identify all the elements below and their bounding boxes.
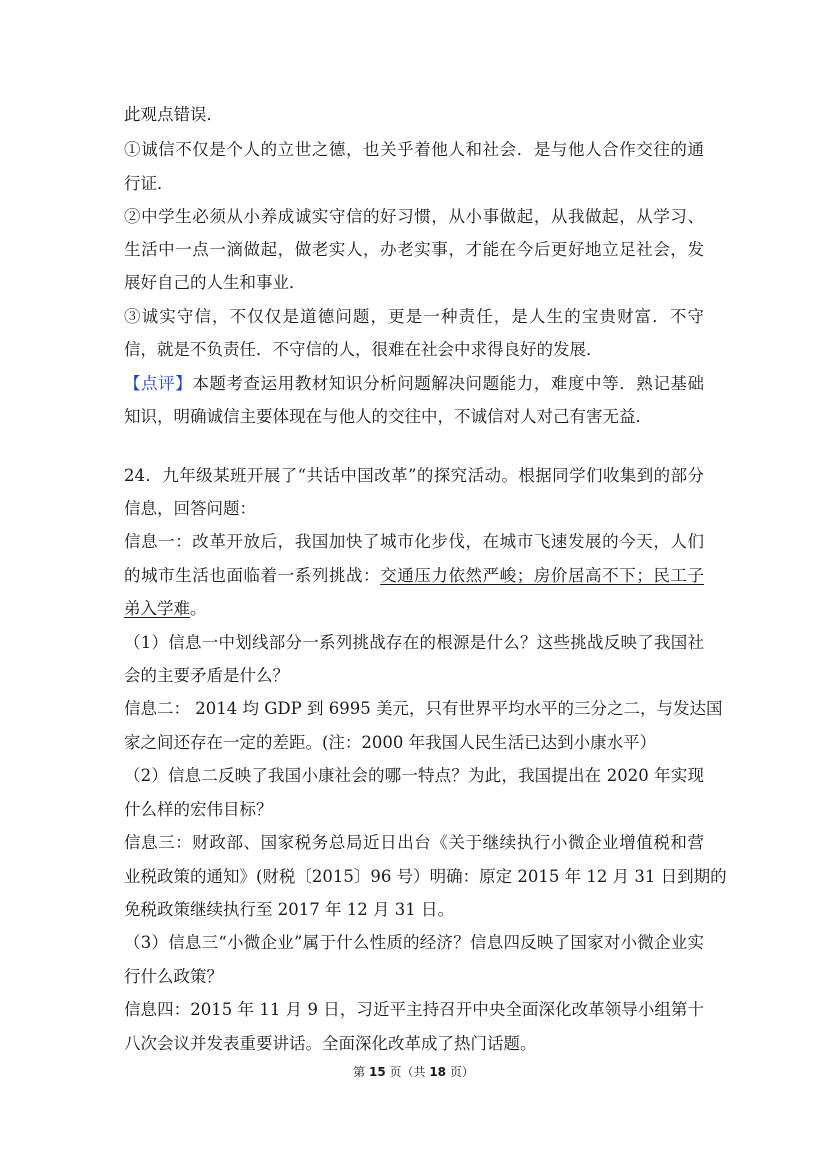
underlined-text: 交通压力依然严峻；房价居高不下；民工子 (380, 566, 705, 585)
text-line: 展好自己的人生和事业． (124, 273, 306, 292)
text-line: 生活中一点一滴做起，做老实人，办老实事，才能在今后更好地立足社会，发 (124, 240, 704, 259)
comment-tag: 【点评】 (124, 374, 193, 393)
subquestion-line: 什么样的宏伟目标？ (124, 800, 273, 819)
text-line: 行证． (124, 174, 174, 193)
page-number: 15 (368, 1065, 386, 1079)
text-line: ③诚实守信，不仅仅是道德问题，更是一种责任，是人生的宝贵财富．不守 (124, 307, 704, 326)
subquestion-line: （3）信息三“小微企业”属于什么性质的经济？信息四反映了国家对小微企业实 (124, 933, 704, 952)
info-line: 免税政策继续执行至 2017 年 12 月 31 日。 (124, 900, 454, 919)
subquestion-line: 会的主要矛盾是什么？ (124, 666, 289, 685)
underlined-text: 弟入学难 (124, 599, 190, 618)
info-line: 信息四：2015 年 11 月 9 日，习近平主持召开中央全面深化改革领导小组第十 (124, 1000, 704, 1019)
page-total: 18 (429, 1065, 447, 1079)
subquestion-line: 行什么政策？ (124, 967, 223, 986)
page-footer (0, 1064, 827, 1080)
subquestion-line: （1）信息一中划线部分一系列挑战存在的根源是什么？这些挑战反映了我国社 (124, 633, 704, 652)
footer-suffix: 页） (446, 1065, 474, 1079)
info-line: 业税政策的通知》(财税〔2015〕96 号）明确：原定 2015 年 12 月 31 日到期的 (124, 867, 727, 886)
info-line: 信息二： 2014 均 GDP 到 6995 美元，只有世界平均水平的三分之二，与发达国 (124, 699, 723, 718)
text-line: ②中学生必须从小养成诚实守信的好习惯，从小事做起，从我做起，从学习、 (124, 207, 704, 226)
question-line: 信息，回答问题： (124, 499, 256, 518)
info-line (124, 564, 704, 588)
info-line: 家之间还存在一定的差距。(注：2000 年我国人民生活已达到小康水平） (124, 733, 657, 752)
text-line: 此观点错误． (124, 105, 223, 124)
comment-text: 本题考查运用教材知识分析问题解决问题能力，难度中等．熟记基础 (192, 374, 705, 393)
text-line: 信，就是不负责任．不守信的人，很难在社会中求得良好的发展． (124, 340, 603, 359)
footer-prefix: 第 (353, 1065, 369, 1079)
comment-line (124, 372, 704, 396)
info-text: 。 (190, 599, 207, 618)
info-line: 八次会议并发表重要讲话。全面深化改革成了热门话题。 (124, 1034, 537, 1053)
footer-middle: 页（共 (385, 1065, 430, 1079)
info-text: 的城市生活也面临着一系列挑战： (124, 566, 381, 585)
info-line (124, 597, 207, 621)
info-line: 信息一：改革开放后，我国加快了城市化步伐，在城市飞速发展的今天，人们 (124, 532, 704, 551)
question-line: 24．九年级某班开展了“共话中国改革”的探究活动。根据同学们收集到的部分 (124, 466, 704, 485)
text-line: ①诚信不仅是个人的立世之德，也关乎着他人和社会．是与他人合作交往的通 (124, 140, 704, 159)
info-line: 信息三：财政部、国家税务总局近日出台《关于继续执行小微企业增值税和营 (124, 833, 704, 852)
subquestion-line: （2）信息二反映了我国小康社会的哪一特点？为此，我国提出在 2020 年实现 (124, 766, 704, 785)
comment-line: 知识，明确诚信主要体现在与他人的交往中，不诚信对人对己有害无益． (124, 407, 652, 426)
